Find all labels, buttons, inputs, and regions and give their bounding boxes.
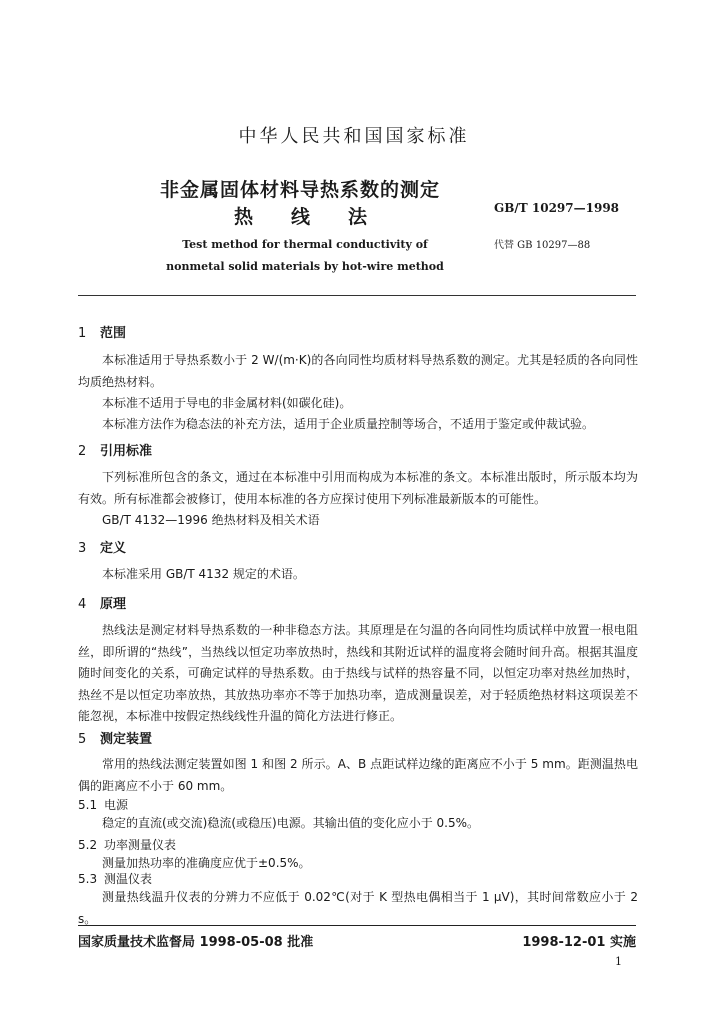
section-1-heading (78, 322, 126, 341)
section-title: 范围 (100, 326, 127, 341)
section-5-paragraph-1: 常用的热线法测定装置如图 1 和图 2 所示。A、B 点距试样边缘的距离应不小于 5 mm。距测温热电偶的距离应不小于 60 mm。 (78, 757, 638, 793)
document-title: 非金属固体材料导热系数的测定 (160, 179, 441, 201)
section-number: 3 (78, 541, 87, 556)
section-number: 1 (78, 326, 87, 341)
english-title-line-1: Test method for thermal conductivity of (182, 238, 428, 251)
section-1-paragraph-1: 本标准适用于导热系数小于 2 W/(m·K)的各向同性均质材料导热系数的测定。尤其是轻质的各向同性均质绝热材料。 (78, 353, 638, 389)
section-5-2-heading (78, 836, 176, 853)
subsection-title: 电源 (104, 798, 129, 812)
section-5-heading (78, 728, 152, 747)
subsection-number: 5.3 (78, 872, 98, 886)
approval-note: 国家质量技术监督局 1998-05-08 批准 (78, 935, 314, 950)
section-title: 原理 (100, 597, 127, 612)
section-5-3-paragraph: 测量热线温升仪表的分辨力不应低于 0.02℃(对于 K 型热电偶相当于 1 μV)，其时间常数应小于 2 s。 (78, 890, 638, 926)
section-5-1-heading (78, 796, 128, 813)
section-title: 定义 (100, 541, 127, 556)
national-standard-title: 中华人民共和国国家标准 (238, 126, 470, 147)
footer-divider (78, 925, 636, 926)
section-5-3-heading (78, 870, 152, 887)
subsection-title: 测温仪表 (104, 872, 153, 886)
header-divider (78, 295, 636, 296)
section-2-paragraph-1: 下列标准所包含的条文，通过在本标准中引用而构成为本标准的条文。本标准出版时，所示版本均为有效。所有标准都会被修订，使用本标准的各方应探讨使用下列标准最新版本的可能性。 (78, 470, 638, 506)
section-4-paragraph-1: 热线法是测定材料导热系数的一种非稳态方法。其原理是在匀温的各向同性均质试样中放置一根电阻丝，即所谓的“热线”，当热线以恒定功率放热时，热线和其附近试样的温度将会随时间升高。根据其温度随时间变化的关系，可确定试样的导热系数。由于热线与试样的热容量不同，以恒定功率对热丝加热时，热丝不是以恒定功率放热，其放热功率亦不等于加热功率，造成测量误差，对于轻质绝热材料这项误差不能忽视，本标准中按假定热线线性升温的简化方法进行修正。 (78, 623, 638, 723)
replaces-note: 代替 GB 10297—88 (494, 240, 591, 251)
section-title: 测定装置 (100, 732, 153, 747)
section-2-reference: GB/T 4132—1996 绝热材料及相关术语 (102, 513, 320, 527)
subsection-number: 5.2 (78, 838, 98, 852)
section-5-2-paragraph: 测量加热功率的准确度应优于±0.5%。 (102, 856, 311, 870)
subsection-number: 5.1 (78, 798, 98, 812)
section-5-1-paragraph: 稳定的直流(或交流)稳流(或稳压)电源。其输出值的变化应小于 0.5%。 (102, 816, 480, 830)
section-2-heading (78, 440, 152, 459)
section-4-heading (78, 593, 126, 612)
page-number: 1 (615, 955, 622, 968)
standard-code: GB/T 10297—1998 (494, 201, 620, 215)
section-number: 4 (78, 597, 87, 612)
implementation-date: 1998-12-01 实施 (522, 935, 636, 950)
subsection-title: 功率测量仪表 (104, 838, 177, 852)
section-1-paragraph-3: 本标准方法作为稳态法的补充方法，适用于企业质量控制等场合，不适用于鉴定或仲裁试验。 (102, 417, 595, 431)
section-1-paragraph-2: 本标准不适用于导电的非金属材料(如碳化硅)。 (102, 396, 352, 410)
section-3-heading (78, 537, 126, 556)
english-title-line-2: nonmetal solid materials by hot-wire method (166, 260, 444, 273)
document-subtitle: 热线法 (234, 206, 406, 228)
section-3-paragraph-1: 本标准采用 GB/T 4132 规定的术语。 (102, 567, 305, 581)
section-title: 引用标准 (100, 444, 153, 459)
section-number: 2 (78, 444, 87, 459)
section-number: 5 (78, 732, 87, 747)
